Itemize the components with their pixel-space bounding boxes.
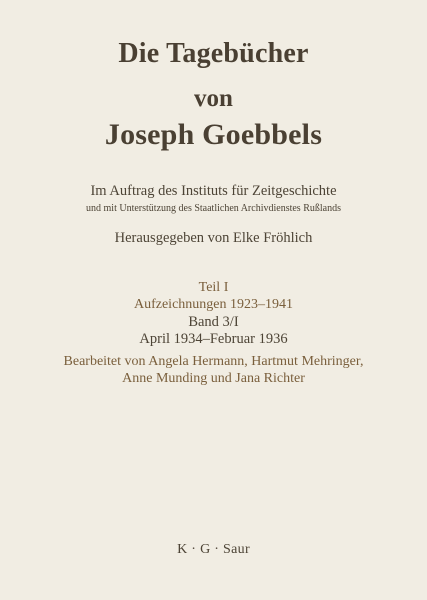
cover-author: Joseph Goebbels <box>104 118 323 151</box>
cover-title: Die Tagebücher <box>118 38 309 69</box>
volume-label: Band 3/I <box>188 314 239 330</box>
edited-by-line-1: Bearbeitet von Angela Hermann, Hartmut Mehringer, <box>63 354 364 369</box>
support-line: und mit Unterstützung des Staatlichen Archivdienstes Rußlands <box>86 203 341 214</box>
records-label: Aufzeichnungen 1923–1941 <box>133 297 294 312</box>
part-label: Teil I <box>198 280 229 295</box>
cover-title-von: von <box>194 85 233 112</box>
edited-by-line-2: Anne Munding und Jana Richter <box>122 371 305 386</box>
publisher-name: K · G · Saur <box>177 542 250 557</box>
period-label: April 1934–Februar 1936 <box>139 331 288 347</box>
editor-line: Herausgegeben von Elke Fröhlich <box>114 230 313 246</box>
commission-line: Im Auftrag des Instituts für Zeitgeschichte <box>90 183 337 199</box>
